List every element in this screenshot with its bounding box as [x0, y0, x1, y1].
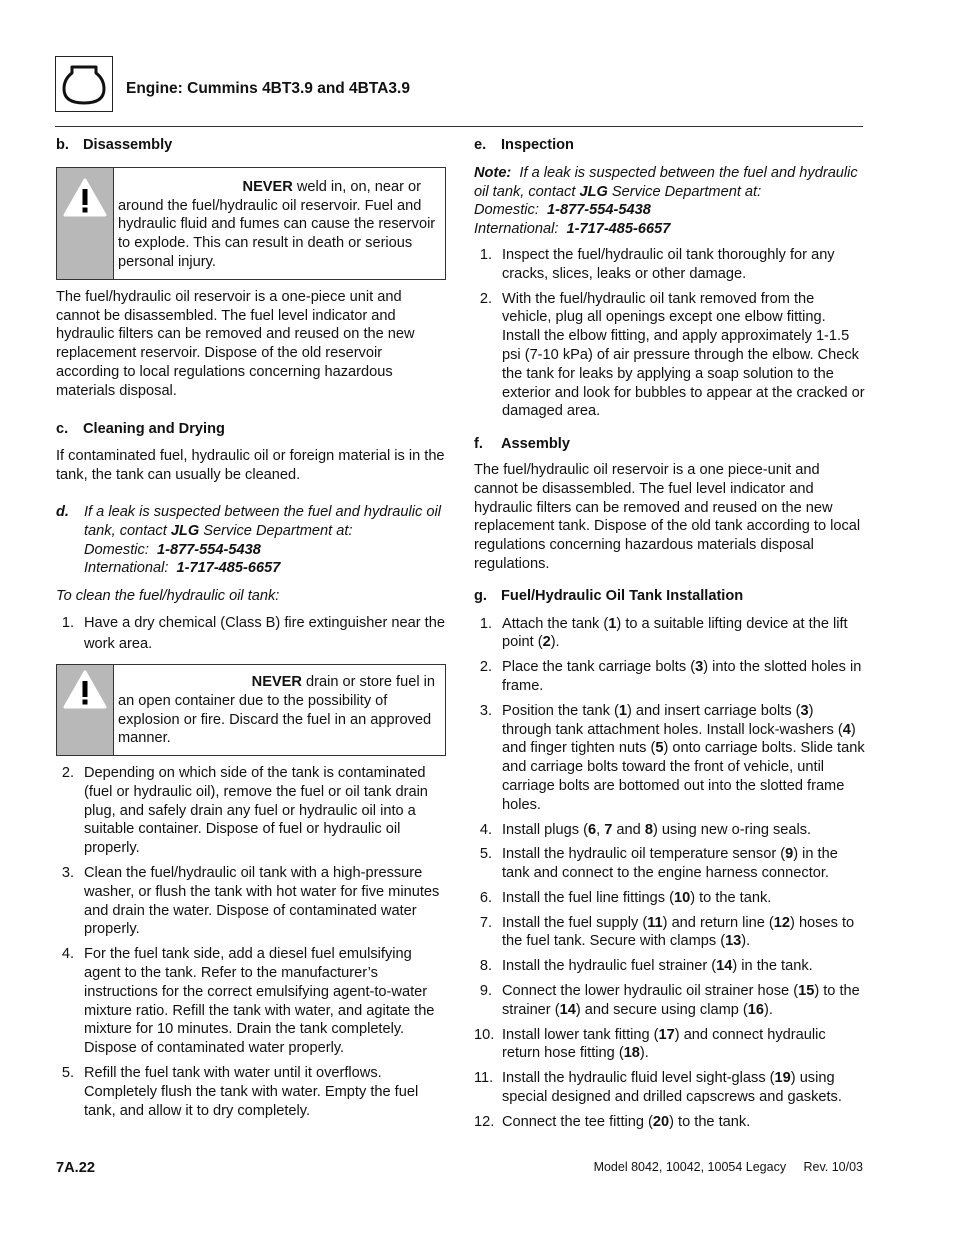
warning-sidebar [57, 665, 114, 755]
list-item: 2. Depending on which side of the tank is contaminated (fuel or hydraulic oil), remove the fuel or oil tank drain plug, and safely drain any fuel or hydraulic oil into a suitable container. Dispose of fuel or hydraulic oil properly. [61, 764, 428, 857]
list-item: 4. Install plugs (6, 7 and 8) using new o-ring seals. [479, 821, 812, 838]
installation-steps [474, 615, 866, 1132]
inspection-steps [474, 246, 866, 421]
list-item: 2. Place the tank carriage bolts (3) into the slotted holes in frame. [479, 659, 862, 694]
section-f-heading: f. Assembly [474, 436, 570, 453]
inspection-note: Note: If a leak is suspected between the fuel and hydraulic oil tank, contact JLG Service Department at: Domestic: 1-877-554-5438 International: 1-717-485-6657 [474, 164, 858, 238]
domestic-phone: 1-877-554-5438 [156, 541, 261, 558]
warning-never: NEVER [251, 673, 302, 690]
warning-exclamation-icon [63, 178, 107, 218]
clean-intro: To clean the fuel/hydraulic oil tank: [56, 588, 280, 605]
list-item: 6. Install the fuel line fittings (10) to the tank. [479, 889, 772, 906]
warning-exclamation-icon [63, 670, 107, 710]
cleaning-steps-continued [56, 764, 446, 1120]
list-item: 10. Install lower tank fitting (17) and connect hydraulic return hose fitting (18). [474, 1026, 826, 1062]
cleaning-paragraph: If contaminated fuel, hydraulic oil or foreign material is in the tank, the tank can usually be cleaned. [56, 448, 445, 484]
cleaning-steps [56, 613, 446, 655]
disassembly-paragraph: The fuel/hydraulic oil reservoir is a one-piece unit and cannot be disassembled. The fuel level indicator and hydraulic filters can be removed and reused on the new replacement reservoir. Dispose of the old reservoir according to local regulations concerning hazardous materials disposal. [56, 288, 415, 399]
header-divider [55, 126, 863, 127]
footer-model-info: Model 8042, 10042, 10054 Legacy Rev. 10/03 [593, 1160, 863, 1174]
list-item: 5. Install the hydraulic oil temperature sensor (9) in the tank and connect to the engine harness connector. [479, 846, 838, 882]
section-e-heading: e. Inspection [474, 137, 574, 153]
left-column [56, 136, 446, 1120]
page-number: 7A.22 [56, 1160, 95, 1176]
list-item: 1. Attach the tank (1) to a suitable lifting device at the lift point (2). [479, 615, 848, 651]
list-item: 8. Install the hydraulic fuel strainer (14) in the tank. [479, 958, 813, 975]
list-item: 1. Have a dry chemical (Class B) fire extinguisher near the work area. [61, 614, 445, 652]
warning-body: an open container due to the possibility of explosion or fire. Discard the fuel in an approved manner. [118, 692, 432, 747]
warning-text: NEVER drain or store fuel in an open container due to the possibility of explosion or fire. Discard the fuel in an approved manner. [118, 673, 435, 747]
list-item: 7. Install the fuel supply (11) and return line (12) hoses to the fuel tank. Secure with clamps (13). [479, 914, 855, 950]
warning-body: around the fuel/hydraulic oil reservoir. Fuel and hydraulic fluid and fumes can cause the reservoir to explode. This can result in death or serious personal injury. [118, 197, 436, 270]
warning-box-fuel [56, 664, 446, 756]
list-item: 3. Position the tank (1) and insert carriage bolts (3) through tank attachment holes. Install lock-washers (4) and finger tighten nuts (5) onto carriage bolts. Slide tank and carriage bolts toward the front of vehicle, until carriage bolts are bottomed out into the slotted frame holes. [479, 702, 865, 813]
right-column [474, 136, 866, 1132]
section-g-heading: g. Fuel/Hydraulic Oil Tank Installation [474, 587, 744, 604]
list-item: 1. Inspect the fuel/hydraulic oil tank thoroughly for any cracks, slices, leaks or other damage. [479, 246, 835, 282]
list-item: 5. Refill the fuel tank with water until it overflows. Completely flush the tank with water. Empty the fuel tank, and allow it to dry completely. [61, 1064, 419, 1119]
list-item: 2. With the fuel/hydraulic oil tank removed from the vehicle, plug all openings except one elbow fitting. Install the elbow fitting, and apply approximately 1-1.5 psi (7-10 kPa) of air pressure through the elbow. Check the tank for leaks by applying a soap solution to the exterior and look for bubbles to appear at the cracked or damaged area. [479, 290, 865, 420]
warning-sidebar [57, 168, 114, 279]
international-phone: 1-717-485-6657 [566, 221, 671, 238]
list-item: 4. For the fuel tank side, add a diesel fuel emulsifying agent to the tank. Refer to the manufacturer’s instructions for the correct emulsifying agent-to-water mixture ratio. Refill the tank with water, and agitate the mixture for 10 minutes. Drain the tank completely. Dispose of contaminated water properly. [61, 946, 435, 1057]
page-header-title: Engine: Cummins 4BT3.9 and 4BTA3.9 [126, 80, 410, 97]
international-phone: 1-717-485-6657 [176, 560, 281, 577]
warning-text: NEVER weld in, on, near or around the fuel/hydraulic oil reservoir. Fuel and hydraulic fluid and fumes can cause the reservoir to explode. This can result in death or serious personal injury. [118, 178, 436, 270]
list-item: 3. Clean the fuel/hydraulic oil tank with a high-pressure washer, or flush the tank with hot water for five minutes and drain the water. Dispose of contaminated water properly. [61, 864, 440, 938]
section-b-heading: b. Disassembly [56, 137, 173, 153]
engine-icon [55, 56, 113, 112]
section-d-note: d. If a leak is suspected between the fuel and hydraulic oil tank, contact JLG Service Department at: Domestic: 1-877-554-5438 International: 1-717-485-6657 [56, 503, 441, 577]
domestic-phone: 1-877-554-5438 [546, 202, 651, 219]
section-c-heading: c. Cleaning and Drying [56, 420, 225, 437]
warning-never: NEVER [242, 178, 293, 195]
warning-box-weld [56, 167, 446, 280]
list-item: 11. Install the hydraulic fluid level sight-glass (19) using special designed and drilled capscrews and gaskets. [474, 1070, 842, 1106]
assembly-paragraph: The fuel/hydraulic oil reservoir is a one piece-unit and cannot be disassembled. The fuel level indicator and hydraulic filters can be removed and reused on the new replacement tank. Dispose of the old tank according to local regulations concerning hazardous materials disposal regulations. [474, 461, 861, 572]
list-item: 12. Connect the tee fitting (20) to the tank. [474, 1113, 751, 1130]
list-item: 9. Connect the lower hydraulic oil strainer hose (15) to the strainer (14) and secure using clamp (16). [479, 983, 860, 1018]
